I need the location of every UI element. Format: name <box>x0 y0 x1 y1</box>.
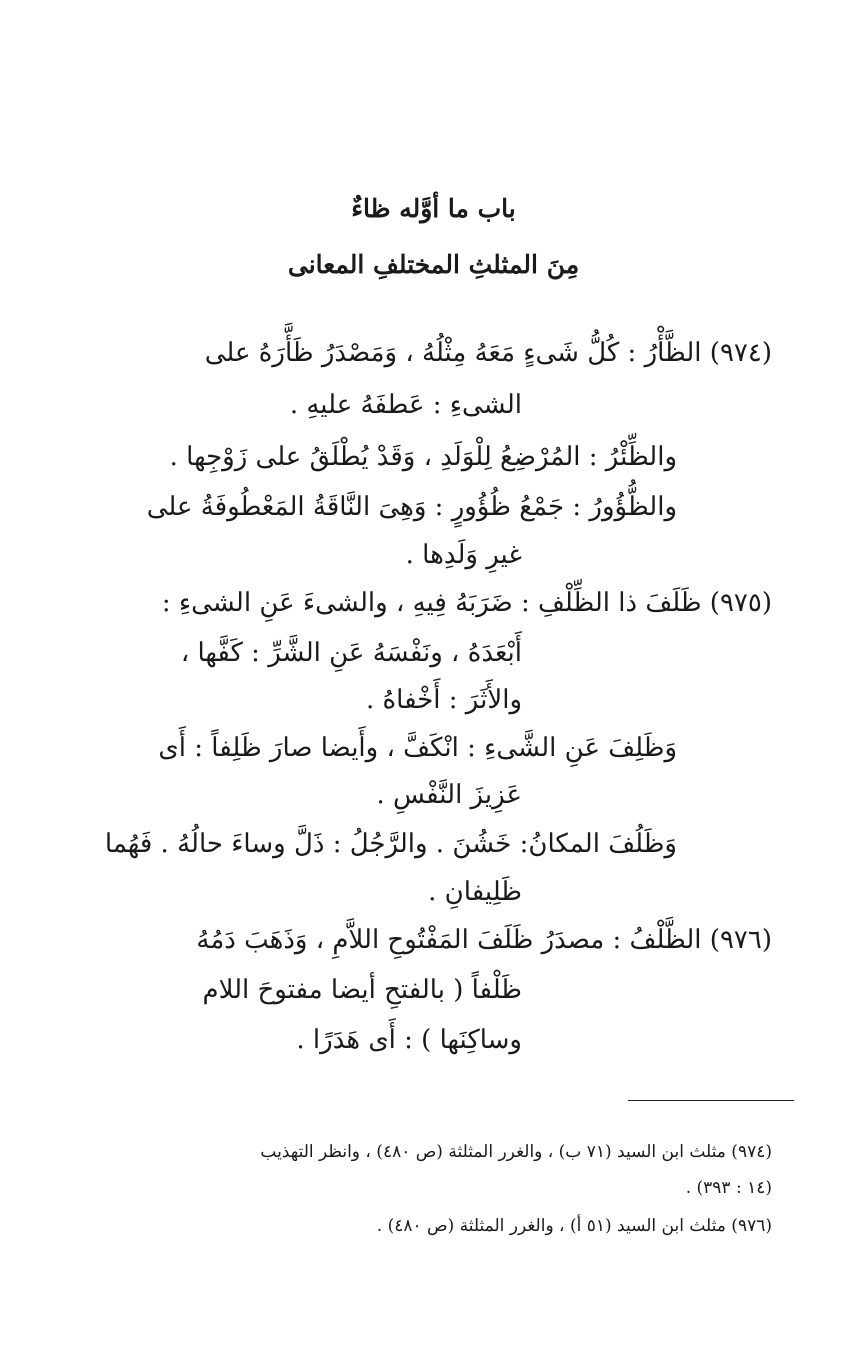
entry-975-line-4: وَظَلِفَ عَنِ الشَّىءِ : انْكَفَّ ، وأَيضا صارَ ظَلِفاً : أَى <box>158 733 677 763</box>
entry-974-line-2: الشىءِ : عَطفَهُ عليهِ . <box>289 390 522 420</box>
chapter-title: باب ما أوَّله ظاءٌ <box>351 194 516 223</box>
footnote-974-line-1: (٩٧٤) مثلث ابن السيد (٧١ ب) ، والغرر المثلثة (ص ٤٨٠) ، وانظر التهذيب <box>260 1142 772 1162</box>
entry-976-line-3: وساكِنَها ) : أَى هَدَرًا . <box>296 1025 522 1055</box>
footnote-974-line-2: (١٤ : ٣٩٣) . <box>685 1178 772 1198</box>
entry-975-line-5: عَزِيزَ النَّفْسِ . <box>376 780 522 810</box>
entry-974-line-3: والظِّئْرُ : المُرْضِعُ لِلْوَلَدِ ، وَقَدْ يُطْلَقُ على زَوْجِها . <box>169 442 677 472</box>
footnote-976: (٩٧٦) مثلث ابن السيد (٥١ أ) ، والغرر المثلثة (ص ٤٨٠) . <box>376 1216 772 1236</box>
chapter-subtitle: مِنَ المثلثِ المختلفِ المعانى <box>287 250 580 279</box>
footnote-separator <box>628 1100 794 1101</box>
entry-975-line-6: وَظَلُفَ المكانُ: خَشُنَ . والرَّجُلُ : ذَلَّ وساءَ حالُهُ . فَهُما <box>104 829 677 859</box>
entry-975-line-2: أَبْعَدَهُ ، ونَفْسَهُ عَنِ الشَّرِّ : كَفَّها ، <box>180 638 522 668</box>
entry-976-line-2: ظَلْفاً ( بالفتحِ أيضا مفتوحَ اللام <box>202 975 522 1005</box>
entry-974-line-1: (٩٧٤) الظَّأْرُ : كُلُّ شَىءٍ مَعَهُ مِثْلُهُ ، وَمَصْدَرُ ظَأَّرَهُ على <box>204 338 772 368</box>
entry-975-line-1: (٩٧٥) ظَلَفَ ذا الظِّلْفِ : ضَرَبَهُ فِيهِ ، والشىءَ عَنِ الشىءِ : <box>161 588 772 618</box>
entry-975-line-7: ظَلِيفانِ . <box>428 877 522 907</box>
entry-974-line-5: غيرِ وَلَدِها . <box>405 540 522 570</box>
entry-975-line-3: والأَثَرَ : أَخْفاهُ . <box>366 685 522 715</box>
entry-976-line-1: (٩٧٦) الظَّلْفُ : مصدَرُ ظَلَفَ المَفْتُوحِ اللاَّمِ ، وَذَهَبَ دَمُهُ <box>196 925 772 955</box>
entry-974-line-4: والظُّؤُورُ : جَمْعُ ظُؤُورٍ : وَهِىَ النَّاقَةُ المَعْطُوفَةُ على <box>146 492 677 522</box>
